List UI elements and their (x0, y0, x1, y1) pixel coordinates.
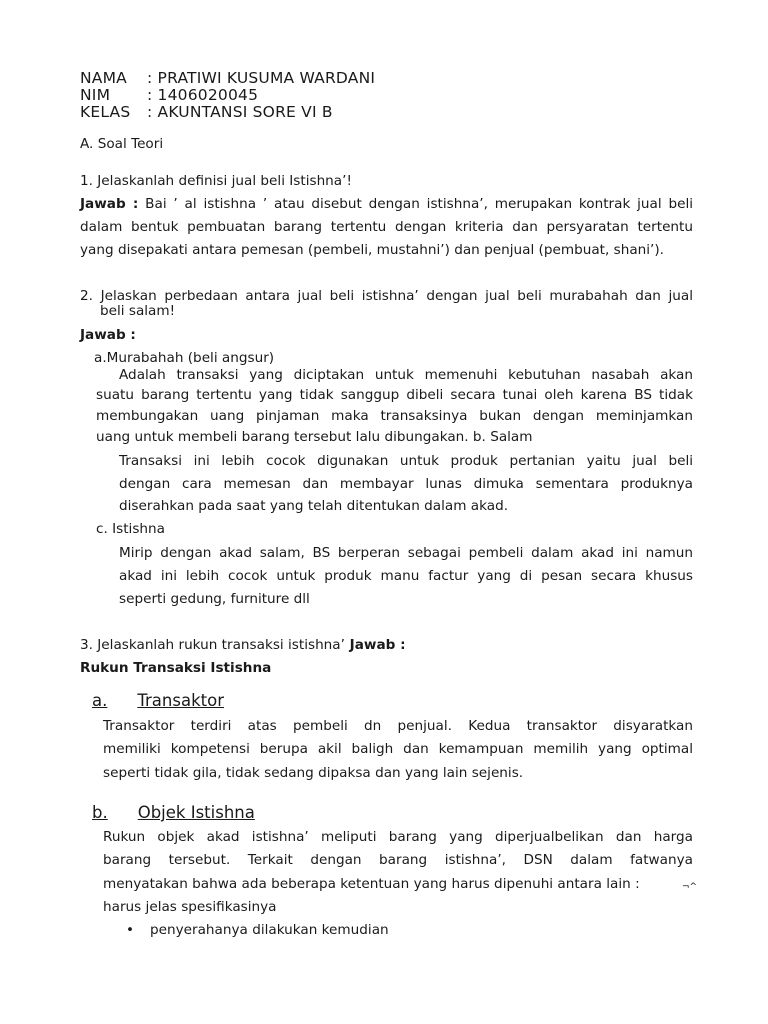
q1-answer-line1 (80, 196, 693, 212)
sub-b-line3: menyatakan bahwa ada beberapa ketentuan yang harus dipenuhi antara lain : (103, 876, 640, 892)
sub-a-line2: memiliki kompetensi berupa akil baligh dan kemampuan memilih yang optimal (103, 741, 693, 757)
q2-question-line1: 2. Jelaskan perbedaan antara jual beli istishna’ dengan jual beli murabahah dan jual (80, 288, 693, 304)
q2-murabahah-line2: suatu barang tertentu yang tidak sanggup dibeli secara tunai oleh karena BS tidak (96, 387, 693, 403)
q2-salam-line1: Transaksi ini lebih cocok digunakan untuk produk pertanian yaitu jual beli (119, 453, 693, 469)
sub-b-line4: harus jelas spesifikasinya (103, 899, 277, 915)
nim-value: : 1406020045 (147, 86, 259, 104)
name-label: NAMA (80, 69, 127, 87)
q1-answer-label: Jawab : (80, 196, 139, 212)
sub-b-marker: b. (92, 803, 108, 822)
sub-a-line1: Transaktor terdiri atas pembeli dn penjual. Kedua transaktor disyaratkan (103, 718, 693, 734)
q2-murabahah-line1: Adalah transaksi yang diciptakan untuk memenuhi kebutuhan nasabah akan (119, 367, 693, 383)
kelas-label: KELAS (80, 103, 131, 121)
q3-question (80, 637, 406, 653)
name-value: : PRATIWI KUSUMA WARDANI (147, 69, 376, 87)
q2-murabahah-title: a.Murabahah (beli angsur) (94, 350, 275, 366)
sub-a-marker: a. (92, 691, 108, 710)
sub-b-heading (80, 803, 255, 822)
q2-istishna-line3: seperti gedung, furniture dll (119, 591, 310, 607)
q1-answer-line3: yang disepakati antara pemesan (pembeli, mustahni’) dan penjual (pembuat, shani’). (80, 242, 664, 258)
q3-heading: Rukun Transaksi Istishna (80, 660, 272, 676)
sub-a-title: Transaktor (137, 691, 224, 710)
sub-b-line2: barang tersebut. Terkait dengan barang istishna’, DSN dalam fatwanya (103, 852, 693, 868)
q1-answer-line2: dalam bentuk pembuatan barang tertentu dengan kriteria dan persyaratan tertentu (80, 219, 693, 235)
sub-a-heading (80, 691, 224, 710)
kelas-value: : AKUNTANSI SORE VI B (147, 103, 333, 121)
section-a-title: A. Soal Teori (80, 136, 164, 152)
stray-mark: ¬^ (682, 882, 698, 892)
sub-a-line3: seperti tidak gila, tidak sedang dipaksa dan yang lain sejenis. (103, 765, 524, 781)
nim-label: NIM (80, 86, 111, 104)
q2-istishna-line2: akad ini lebih cocok untuk produk manu factur yang di pesan secara khusus (119, 568, 693, 584)
q2-question-line2: beli salam! (100, 303, 176, 319)
q1-question: 1. Jelaskanlah definisi jual beli Istishna’! (80, 173, 352, 189)
q3-answer-label: Jawab : (344, 637, 406, 653)
bullet-icon: • (126, 922, 135, 938)
sub-b-title: Objek Istishna (137, 803, 255, 822)
q2-answer-label: Jawab : (80, 327, 136, 343)
q1-answer-text: Bai ’ al istishna ’ atau disebut dengan istishna’, merupakan kontrak jual beli (138, 196, 693, 212)
q2-salam-line2: dengan cara memesan dan membayar lunas dimuka sementara produknya (119, 476, 693, 492)
q3-question-text: 3. Jelaskanlah rukun transaksi istishna’ (80, 637, 345, 653)
sub-b-bullet1: penyerahanya dilakukan kemudian (150, 922, 389, 938)
q2-salam-line3: diserahkan pada saat yang telah ditentukan dalam akad. (119, 498, 509, 514)
q2-murabahah-line4: uang untuk membeli barang tersebut lalu dibungakan. b. Salam (96, 429, 533, 445)
q2-istishna-line1: Mirip dengan akad salam, BS berperan sebagai pembeli dalam akad ini namun (119, 545, 693, 561)
q2-istishna-title: c. Istishna (96, 521, 165, 537)
sub-b-line1: Rukun objek akad istishna’ meliputi barang yang diperjualbelikan dan harga (103, 829, 693, 845)
q2-murabahah-line3: membungakan uang pinjaman maka transaksinya bukan dengan meminjamkan (96, 408, 693, 424)
